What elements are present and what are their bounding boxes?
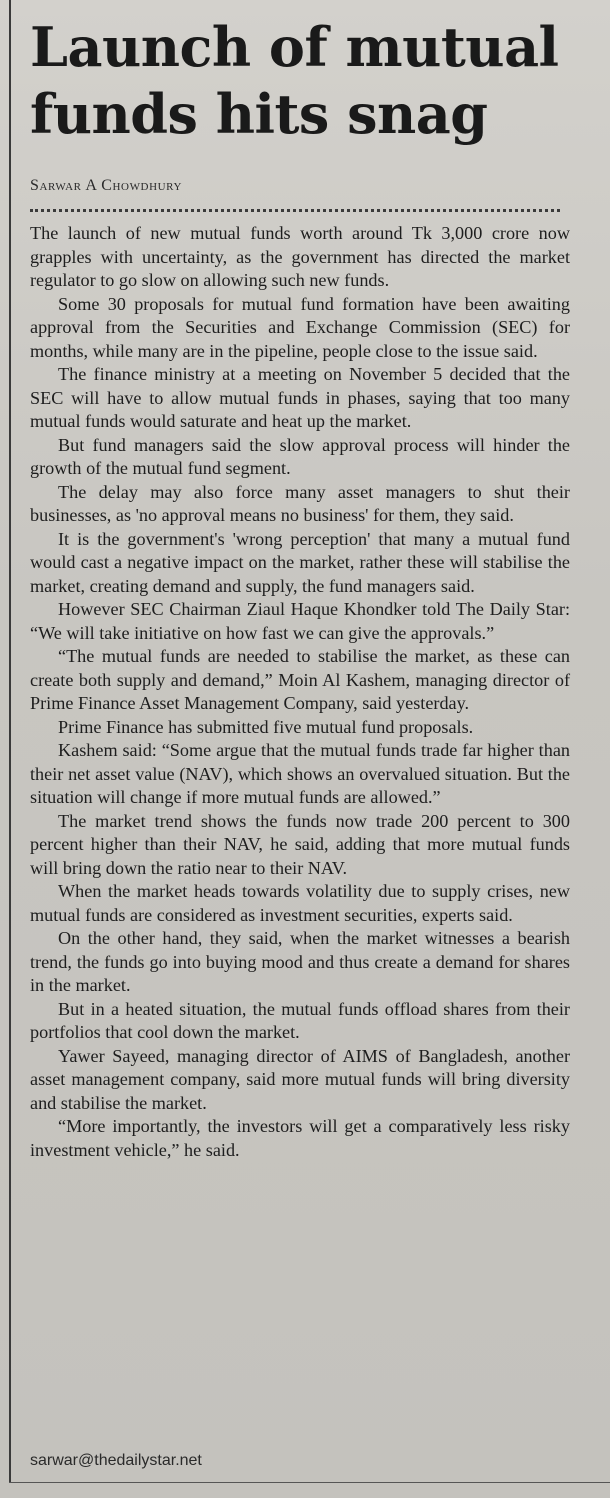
paragraph: Kashem said: “Some argue that the mutual funds trade far higher than their net asset value (NAV), which shows an overvalued situation. But the situation will change if more mutual funds are allowed.” xyxy=(30,740,570,807)
paragraph: Some 30 proposals for mutual fund formation have been awaiting approval from the Securities and Exchange Commission (SEC) for months, while many are in the pipeline, people close to the issue said. xyxy=(30,293,570,361)
paragraph: But fund managers said the slow approval process will hinder the growth of the mutual fund segment. xyxy=(30,434,570,478)
headline: Launch of mutual funds hits snag xyxy=(30,15,559,146)
paragraph: Yawer Sayeed, managing director of AIMS of Bangladesh, another asset management company, said more mutual funds will bring diversity and stabilise the market. xyxy=(30,1045,570,1113)
paragraph: On the other hand, they said, when the market witnesses a bearish trend, the funds go into buying mood and thus create a demand for shares in the market. xyxy=(30,928,570,995)
paragraph: But in a heated situation, the mutual funds offload shares from their portfolios that cool down the market. xyxy=(30,998,570,1042)
paragraph: “The mutual funds are needed to stabilise the market, as these can create both supply and demand,” Moin Al Kashem, managing director of Prime Finance Asset Management Company, said yesterday. xyxy=(30,646,570,713)
author-email: sarwar@thedailystar.net xyxy=(30,1452,202,1469)
column-rule-left xyxy=(9,0,11,1482)
paragraph: The delay may also force many asset managers to shut their businesses, as 'no approval means no business' for them, they said. xyxy=(30,481,570,525)
paragraph: It is the government's 'wrong perception' that many a mutual fund would cast a negative impact on the market, rather these will stabilise the market, creating demand and supply, the fund managers said. xyxy=(30,528,570,596)
column-rule-bottom xyxy=(9,1482,610,1483)
byline: Sarwar A Chowdhury xyxy=(30,177,183,194)
paragraph: When the market heads towards volatility due to supply crises, new mutual funds are considered as investment securities, experts said. xyxy=(30,881,570,925)
dotted-divider xyxy=(30,209,560,212)
paragraph: Prime Finance has submitted five mutual fund proposals. xyxy=(58,716,474,737)
paragraph: The finance ministry at a meeting on November 5 decided that the SEC will have to allow mutual funds in phases, saying that too many mutual funds would saturate and heat up the market. xyxy=(30,364,570,431)
article-body xyxy=(30,222,570,1162)
paragraph: “More importantly, the investors will get a comparatively less risky investment vehicle,” he said. xyxy=(30,1116,570,1160)
paragraph: The market trend shows the funds now trade 200 percent to 300 percent higher than their NAV, he said, adding that more mutual funds will bring down the ratio near to their NAV. xyxy=(30,810,570,878)
paragraph: The launch of new mutual funds worth around Tk 3,000 crore now grapples with uncertainty, as the government has directed the market regulator to go slow on allowing such new funds. xyxy=(30,223,570,290)
paragraph: However SEC Chairman Ziaul Haque Khondker told The Daily Star: “We will take initiative on how fast we can give the approvals.” xyxy=(30,599,570,643)
